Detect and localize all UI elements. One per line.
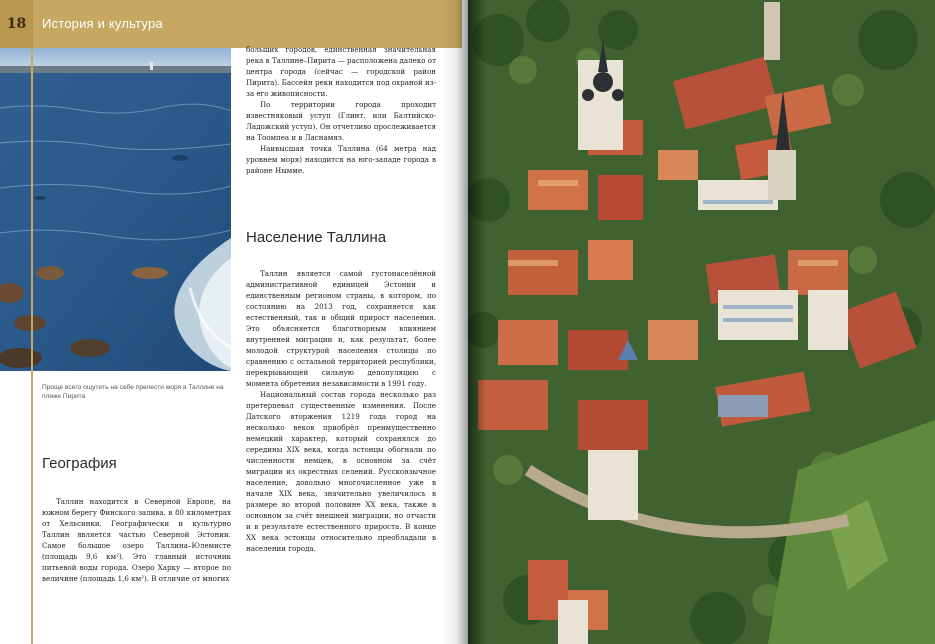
geography-text: [42, 496, 231, 584]
tallinn-aerial-photo: [468, 0, 935, 644]
tallinn-aerial-image: [468, 0, 935, 644]
book-spine-shadow: [440, 0, 470, 644]
glint-paragraph: По территории города проходит известняковый уступ (Глинт, или Балтийско-Ладожский уступ). Он отчетливо прослеживается на Тоомпеа и в Ласнамяэ.: [246, 100, 436, 142]
section-title: История и культура: [42, 16, 163, 31]
population-heading: Население Таллина: [246, 229, 387, 246]
gold-margin-rule: [31, 48, 33, 644]
page-gutter-shadow: [468, 0, 486, 644]
page-header: [0, 0, 462, 48]
population-paragraph-1: Таллин является самой густонаселённой административной единицей Эстонии и единственным регионом страны, в котором, по состоянию на 2013 год, сохраняется как естественный, так и общий прирост населения. Это объясняется благотворным влиянием внутренней миграции и, как результат, более молодой структурой населения столицы по сравнению с остальной территорией республики, перекрывающей сильную депопуляцию с момента обретения независимости в 1991 году.: [246, 269, 436, 388]
left-page: [0, 0, 462, 644]
page-number: 18: [0, 0, 33, 48]
population-text: [246, 268, 436, 554]
highest-point-paragraph: Наивысшая точка Таллина (64 метра над уровнем моря) находится на юго-западе города в районе Нымме.: [246, 144, 436, 175]
sea-photo-image: [0, 48, 231, 371]
sea-photo-caption: Проще всего ощутить на себе прелести моря в Таллине на пляже Пирита: [42, 384, 224, 400]
rivers-paragraph: больших городов, единственная значительная река в Таллине–Пирита — расположена далеко от центра города (сейчас — городской район Пирита). Бассейн реки находится под охраной из-за его живописности.: [246, 45, 436, 98]
geography-paragraph: Таллин находится в Северной Европе, на южном берегу Финского залива, в 80 километрах от Хельсинки. Географически и культурно Таллин является частью Северной Эстонии. Самое большое озеро Таллина–Юлемисте (площадь 9,6 км²). Это главный источник питьевой воды города. Озеро Харку — второе по величине (площадь 1,6 км²). В отличие от многих: [42, 497, 231, 583]
population-paragraph-2: Национальный состав города несколько раз претерпевал существенные изменения. После Датского вторжения 1219 года город на несколько веков приобрёл преимущественно немецкий характер, который сохранялся до середины XIX века, когда эстонцы обогнали по численности немцев, в основном за счёт миграции из окрестных селений. Русскоязычное население, довольно многочисленное уже в начале XIX века, значительно увеличилось в размере во второй половине XX века, также в основном за счёт внешней миграции, но отчасти и в результате естественного прироста. В конце XX века эстонцы относительно преобладали в населении города.: [246, 390, 436, 553]
geography-heading: География: [42, 455, 117, 472]
sea-photo: [0, 48, 231, 371]
rivers-relief-text: [246, 44, 436, 176]
